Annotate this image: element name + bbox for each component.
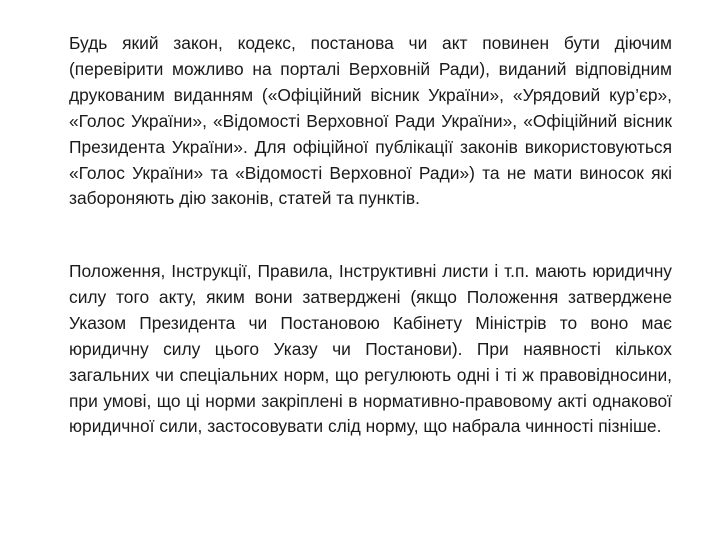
paragraph-regulations-legal-force: Положення, Інструкції, Правила, Інструктивні листи і т.п. мають юридичну силу того акту, яким вони затверджені (якщо Положення затверджене Указом Президента чи Постановою Кабінету Міністрів то воно має юридичну силу цього Указу чи Постанови). При наявності кількох загальних чи спеціальних норм, що регулюють одні і ті ж правовідносини, при умові, що ці норми закріплені в нормативно-правовому акті однакової юридичної сили, застосовувати слід норму, що набрала чинності пізніше. [69,261,672,437]
paragraph-legal-acts-validity: Будь який закон, кодекс, постанова чи акт повинен бути діючим (перевірити можливо на порталі Верховній Ради), виданий відповідним друкованим виданням («Офіційний вісник України», «Урядовий кур’єр», «Голос України», «Відомості Верховної Ради України», «Офіційний вісник Президента України». Для офіційної публікації законів використовуються «Голос України» та «Відомості Верховної Ради») та не мати виносок які забороняють дію законів, статей та пунктів. [69,33,672,209]
